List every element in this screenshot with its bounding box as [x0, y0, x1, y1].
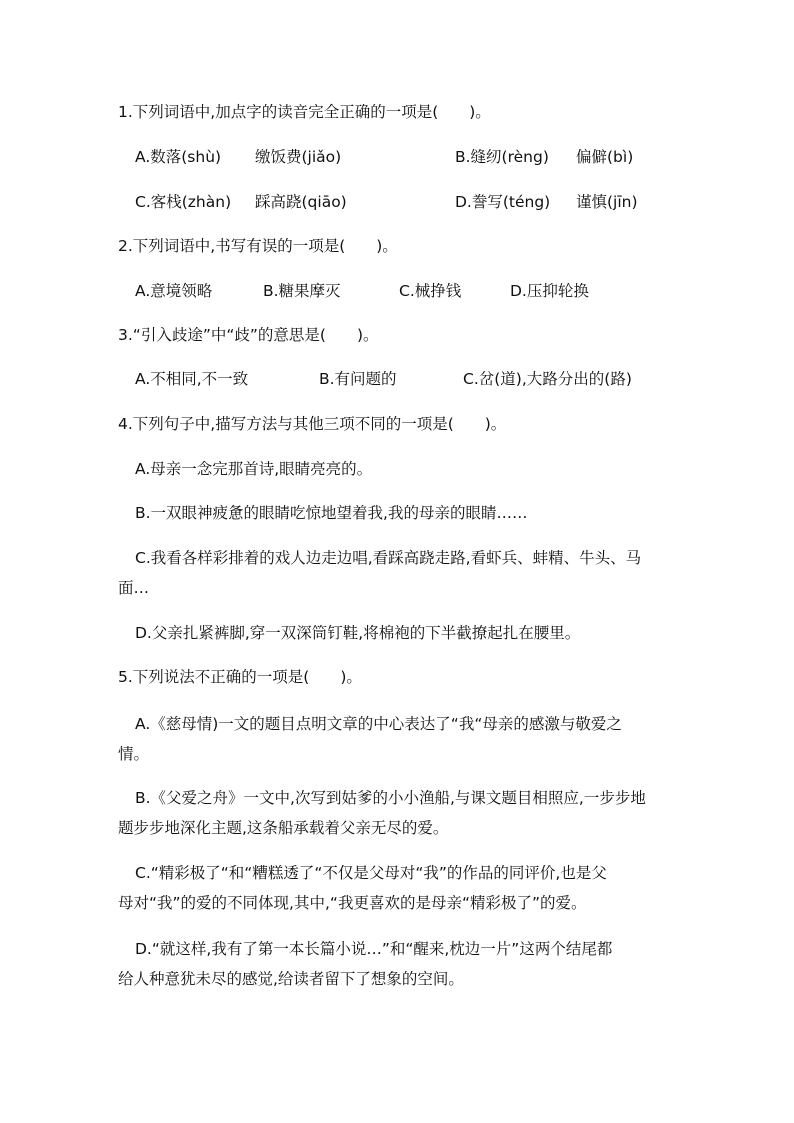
- q5-option-d: D.“就这样,我有了第一本长篇小说…”和“醒来,枕边一片”这两个结尾都: [135, 940, 613, 958]
- q1-option-b-word-1: B.缝纫(rèng): [455, 148, 549, 166]
- q5-option-b-continued: 题步步地深化主题,这条船承载着父亲无尽的爱。: [118, 819, 449, 837]
- question-4-stem: 4.下列句子中,描写方法与其他三项不同的一项是( )。: [118, 415, 507, 433]
- q4-option-d: D.父亲扎紧裤脚,穿一双深筒钉鞋,将棉袍的下半截撩起扎在腰里。: [135, 624, 581, 642]
- question-5-stem: 5.下列说法不正确的一项是( )。: [118, 668, 362, 686]
- q5-option-b: B.《父爱之舟》一文中,次写到姑爹的小小渔船,与课文题目相照应,一步步地: [135, 789, 646, 807]
- question-1-stem: 1.下列词语中,加点字的读音完全正确的一项是( )。: [118, 103, 491, 121]
- q3-option-c: C.岔(道),大路分出的(路): [463, 370, 632, 388]
- q4-option-c-continued: 面…: [118, 579, 150, 597]
- q2-option-b: B.糖果摩灭: [263, 282, 341, 300]
- q4-option-a: A.母亲一念完那首诗,眼睛亮亮的。: [135, 460, 373, 478]
- q5-option-d-continued: 给人种意犹未尽的感觉,给读者留下了想象的空间。: [118, 970, 464, 988]
- q2-option-c: C.械挣钱: [399, 282, 462, 300]
- q1-option-c-word-2: 踩高跷(qiāo): [255, 193, 347, 211]
- question-2-stem: 2.下列词语中,书写有误的一项是( )。: [118, 237, 398, 255]
- q5-option-a: A.《慈母情)一文的题目点明文章的中心表达了“我“母亲的感激与敬爱之: [135, 715, 622, 733]
- q1-option-a-word-1: A.数落(shù): [135, 148, 222, 166]
- q1-option-a-word-2: 缴饭费(jiǎo): [255, 148, 342, 166]
- q4-option-b: B.一双眼神疲惫的眼睛吃惊地望着我,我的母亲的眼睛……: [135, 504, 528, 522]
- q2-option-d: D.压抑轮换: [510, 282, 589, 300]
- q1-option-d-word-2: 谨慎(jīn): [576, 193, 638, 211]
- q3-option-a: A.不相同,不一致: [135, 370, 249, 388]
- q1-option-d-word-1: D.誊写(téng): [455, 193, 551, 211]
- q2-option-a: A.意境领略: [135, 282, 213, 300]
- q5-option-c: C.“精彩极了“和“糟糕透了“不仅是父母对“我”的作品的同评价,也是父: [135, 864, 607, 882]
- q5-option-a-continued: 情。: [118, 745, 150, 763]
- q4-option-c: C.我看各样彩排着的戏人边走边唱,看踩高跷走路,看虾兵、蚌精、牛头、马: [135, 549, 642, 567]
- q1-option-c-word-1: C.客栈(zhàn): [135, 193, 232, 211]
- q1-option-b-word-2: 偏僻(bì): [576, 148, 634, 166]
- q5-option-c-continued: 母对“我”的爱的不同体现,其中,“我更喜欢的是母亲“精彩极了”的爱。: [118, 894, 587, 912]
- q3-option-b: B.有问题的: [319, 370, 397, 388]
- question-3-stem: 3.“引入歧途”中“歧”的意思是( )。: [118, 326, 379, 344]
